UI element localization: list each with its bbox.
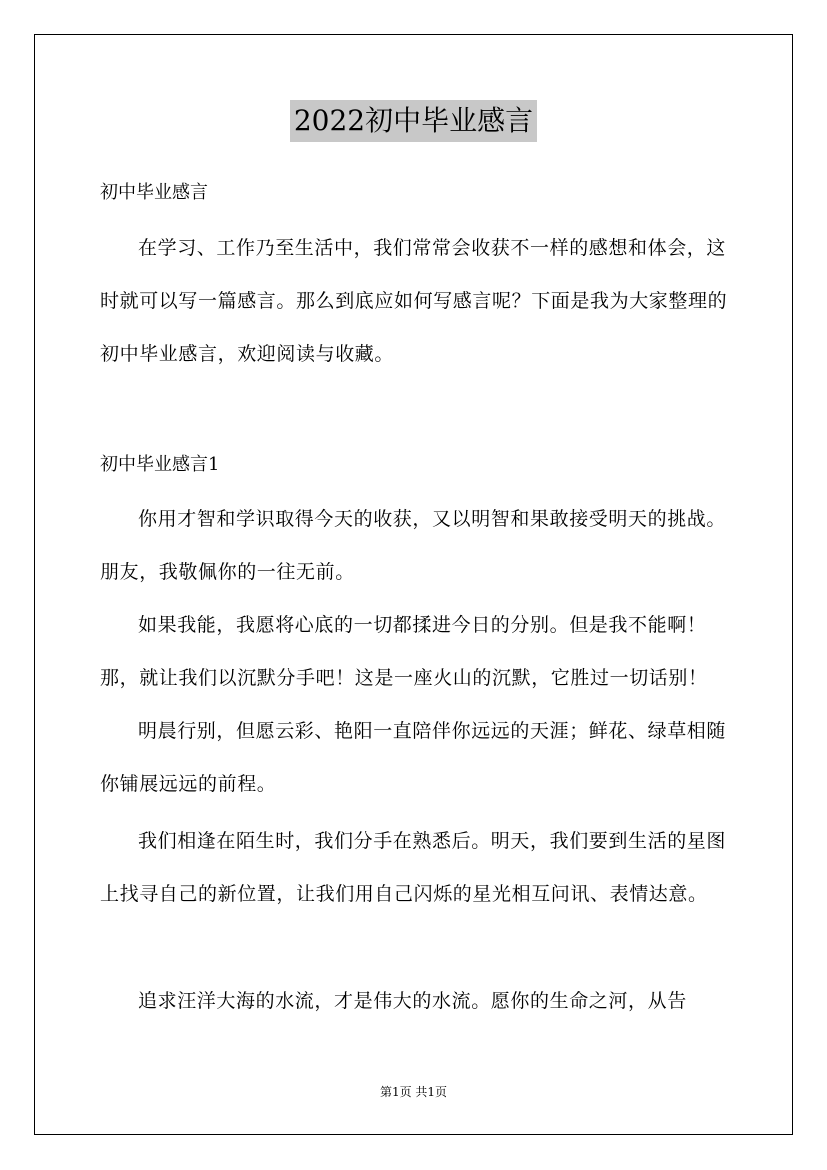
section1-paragraph-5: 追求汪洋大海的水流，才是伟大的水流。愿你的生命之河，从告 bbox=[138, 990, 687, 1012]
intro-paragraph: 在学习、工作乃至生活中，我们常常会收获不一样的感想和体会，这时就可以写一篇感言。那么到底应如何写感言呢？下面是我为大家整理的初中毕业感言，欢迎阅读与收藏。 bbox=[100, 237, 728, 365]
section1-heading: 初中毕业感言1 bbox=[100, 454, 220, 475]
section1-paragraph-3: 明晨行别，但愿云彩、艳阳一直陪伴你远远的天涯；鲜花、绿草相随你铺展远远的前程。 bbox=[100, 720, 727, 795]
intro-heading: 初中毕业感言 bbox=[100, 182, 208, 203]
document-title: 2022初中毕业感言 bbox=[290, 100, 537, 142]
page-footer: 第1页 共1页 bbox=[379, 1085, 448, 1099]
section1-paragraph-4: 我们相逢在陌生时，我们分手在熟悉后。明天，我们要到生活的星图上找寻自己的新位置，让我们用自己闪烁的星光相互问讯、表情达意。 bbox=[100, 830, 727, 905]
title-container bbox=[0, 100, 827, 142]
section1-paragraph-1: 你用才智和学识取得今天的收获，又以明智和果敢接受明天的挑战。朋友，我敬佩你的一往无前。 bbox=[100, 508, 727, 583]
section1-paragraph-2: 如果我能，我愿将心底的一切都揉进今日的分别。但是我不能啊！那，就让我们以沉默分手吧！这是一座火山的沉默，它胜过一切话别！ bbox=[100, 614, 708, 689]
